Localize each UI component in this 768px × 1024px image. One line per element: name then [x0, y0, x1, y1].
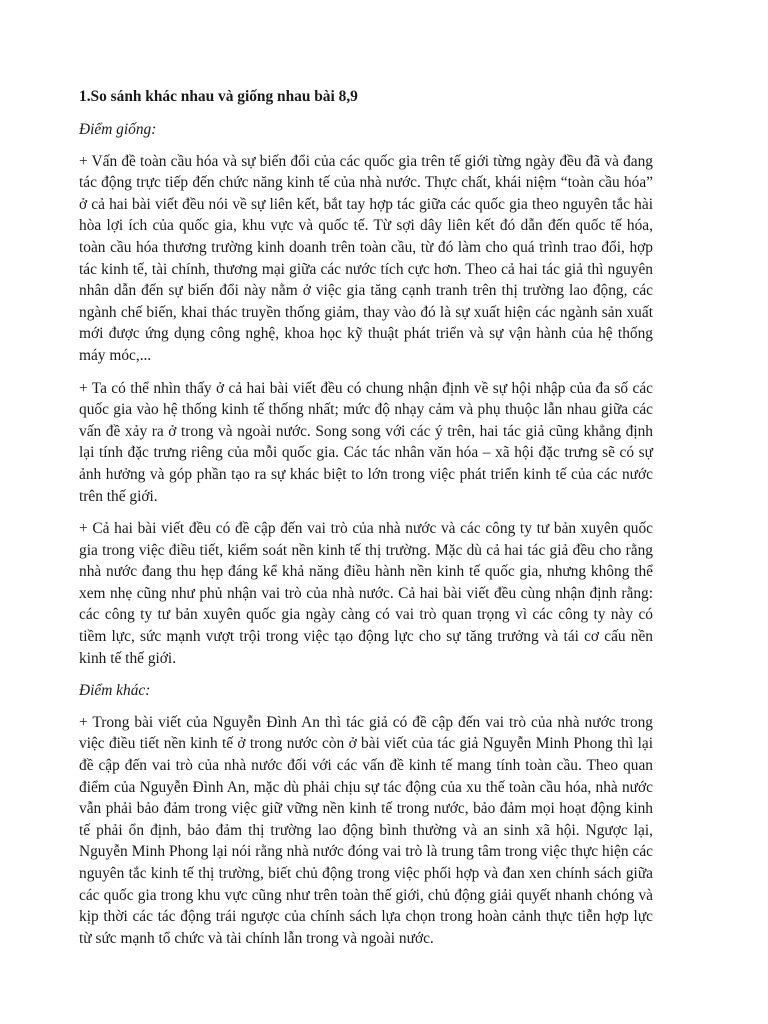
difference-paragraph-1: + Trong bài viết của Nguyễn Đình An thì tác giả có đề cập đến vai trò của nhà nước trong việc điều tiết nền kinh tế ở trong nước còn ở bài viết của tác giả Nguyễn Minh Phong thì lại đề cập đến vai trò của nhà nước đối với các vấn đề kinh tế mang tính toàn cầu. Theo quan điểm của Nguyễn Đình An, mặc dù phải chịu sự tác động của xu thế toàn cầu hóa, nhà nước vẫn phải bảo đảm trong việc giữ vững nền kinh tế trong nước, bảo đảm mọi hoạt động kinh tế phải ổn định, bảo đảm thị trường lao động bình thường và an sinh xã hội. Ngược lại, Nguyễn Minh Phong lại nói rằng nhà nước đóng vai trò là trung tâm trong việc thực hiện các nguyên tắc kinh tế thị trường, biết chủ động trong việc phối hợp và đan xen chính sách giữa các quốc gia trong khu vực cũng như trên toàn thế giới, chủ động giải quyết nhanh chóng và kịp thời các tác động trái ngược của chính sách lựa chọn trong hoàn cảnh thực tiễn hợp lực từ sức mạnh tổ chức và tài chính lẫn trong và ngoài nước.: [79, 713, 653, 947]
document-page: [79, 86, 653, 959]
similarity-paragraph-3: + Cả hai bài viết đều có đề cập đến vai trò của nhà nước và các công ty tư bản xuyên quốc gia trong việc điều tiết, kiểm soát nền kinh tế thị trường. Mặc dù cả hai tác giả đều cho rằng nhà nước đang thu hẹp đáng kể khả năng điều hành nền kinh tế quốc gia, nhưng không thể xem nhẹ cũng như phủ nhận vai trò của nhà nước. Cả hai bài viết đều cùng nhận định rằng: các công ty tư bản xuyên quốc gia ngày càng có vai trò quan trọng vì các công ty này có tiềm lực, sức mạnh vượt trội trong việc tạo động lực cho sự tăng trưởng và tái cơ cấu nền kinh tế thế giới.: [79, 520, 653, 667]
document-title: 1.So sánh khác nhau và giống nhau bài 8,9: [79, 88, 358, 105]
similarity-paragraph-2: + Ta có thể nhìn thấy ở cả hai bài viết đều có chung nhận định về sự hội nhập của đa số các quốc gia vào hệ thống kinh tế thống nhất; mức độ nhạy cảm và phụ thuộc lẫn nhau giữa các vấn đề xảy ra ở trong và ngoài nước. Song song với các ý trên, hai tác giả cũng khẳng định lại tính đặc trưng riêng của mỗi quốc gia. Các tác nhân văn hóa – xã hội đặc trưng sẽ có sự ảnh hưởng và góp phần tạo ra sự khác biệt to lớn trong việc phát triển kinh tế của các nước trên thế giới.: [79, 379, 653, 505]
similarity-paragraph-1: + Vấn đề toàn cầu hóa và sự biến đổi của các quốc gia trên tế giới từng ngày đều đã và đang tác động trực tiếp đến chức năng kinh tế của nhà nước. Thực chất, khái niệm “toàn cầu hóa” ở cả hai bài viết đều nói về sự liên kết, bắt tay hợp tác giữa các quốc gia theo nguyên tắc hài hòa lợi ích của quốc gia, khu vực và quốc tế. Từ sợi dây liên kết đó dẫn đến quốc tế hóa, toàn cầu hóa thương trường kinh doanh trên toàn cầu, từ đó làm cho quá trình trao đổi, hợp tác kinh tế, tài chính, thương mại giữa các nước tích cực hơn. Theo cả hai tác giả thì nguyên nhân dẫn đến sự biến đổi này nằm ở việc gia tăng cạnh tranh trên thị trường lao động, các ngành chế biến, khai thác truyền thống giảm, thay vào đó là sự xuất hiện các ngành sản xuất mới được ứng dụng công nghệ, khoa học kỹ thuật phát triển và sự vận hành của hệ thống máy móc,...: [79, 152, 653, 364]
similarities-heading: Điểm giống:: [79, 121, 157, 138]
differences-heading: Điểm khác:: [79, 682, 151, 700]
